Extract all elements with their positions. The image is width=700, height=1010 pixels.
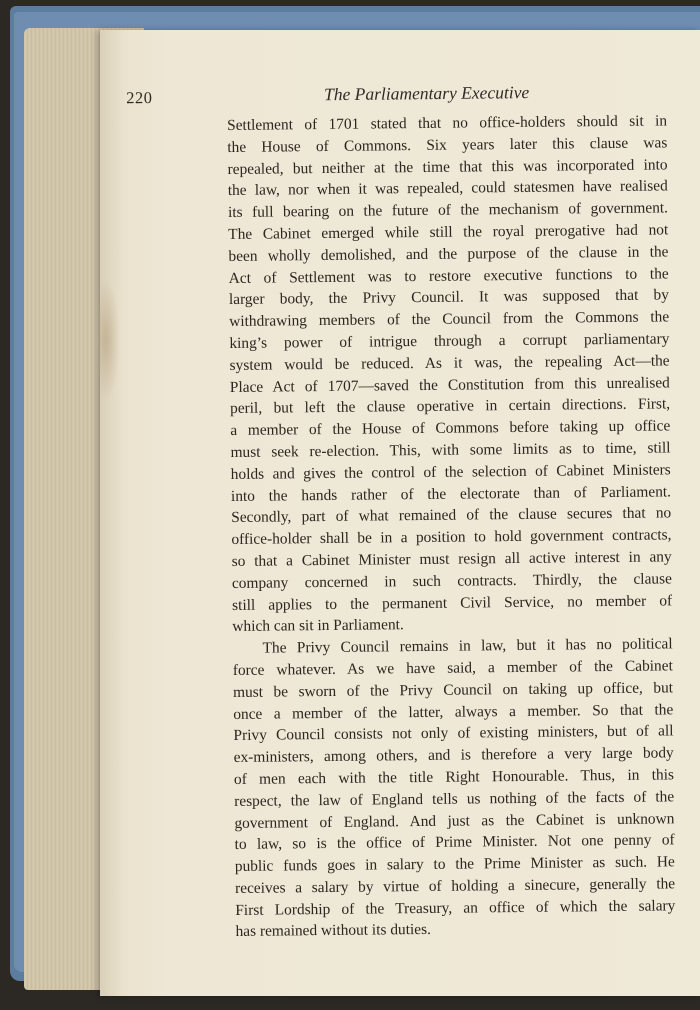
text-line: system would be reduced. As it was, the repealing Act—the <box>229 352 670 374</box>
text-line: must be sworn of the Privy Council on taking up office, but <box>232 679 674 701</box>
text-line: still applies to the permanent Civil Service, no member of <box>232 591 673 614</box>
text-line: so that a Cabinet Minister must resign all active interest in any <box>231 548 672 570</box>
text-line: First Lordship of the Treasury, an office of which the salary <box>235 897 676 919</box>
text-line: peril, but left the clause operative in certain directions. First, <box>229 395 671 418</box>
text-line: force whatever. As we have said, a member of the Cabinet <box>232 657 673 679</box>
text-line: withdrawing members of the Council from the Commons the <box>229 308 670 331</box>
text-line: been wholly demolished, and the purpose of the clause in the <box>228 243 669 265</box>
text-line: Secondly, part of what remained of the clause secures that no <box>231 504 672 527</box>
text-line: king’s power of intrigue through a corrupt parliamentary <box>229 330 670 352</box>
text-line: The Cabinet emerged while still the royal prerogative had not <box>228 221 669 243</box>
text-line: repealed, but neither at the time that this was incorporated into <box>227 155 668 178</box>
page-stain <box>100 280 120 400</box>
text-line: ex-ministers, among others, and is therefore a very large body <box>233 744 674 767</box>
text-line: office-holder shall be in a position to hold government contracts, <box>231 526 672 549</box>
text-line: once a member of the latter, always a member. So that the <box>233 700 674 723</box>
running-title: The Parliamentary Executive <box>324 82 530 105</box>
text-line: government of England. And just as the Cabinet is unknown <box>234 809 675 832</box>
text-line: into the hands rather of the electorate than of Parliament. <box>230 482 672 505</box>
text-line: the House of Commons. Six years later this clause was <box>227 134 668 156</box>
text-line: holds and gives the control of the selection of Cabinet Ministers <box>230 461 671 483</box>
text-line: company concerned in such contracts. Thirdly, the clause <box>231 570 672 592</box>
text-line: which can sit in Parliament. <box>232 616 404 636</box>
text-line: Privy Council consists not only of existing ministers, but of all <box>233 722 674 745</box>
page-number: 220 <box>126 88 153 108</box>
text-line: the law, nor when it was repealed, could statesmen have realised <box>227 177 668 200</box>
text-line: receives a salary by virtue of holding a sinecure, generally the <box>235 875 676 897</box>
text-line: its full bearing on the future of the mechanism of government. <box>227 199 669 222</box>
text-line: Place Act of 1707—saved the Constitution from this unrealised <box>229 373 670 396</box>
text-line: Settlement of 1701 stated that no office-holders should sit in <box>227 112 668 134</box>
text-line: has remained without its duties. <box>235 921 431 941</box>
text-line: a member of the House of Commons before taking up office <box>230 417 671 440</box>
text-line: of men each with the title Right Honourable. Thus, in this <box>233 766 675 788</box>
text-line: respect, the law of England tells us nothing of the facts of the <box>234 788 675 810</box>
text-line: Act of Settlement was to restore executive functions to the <box>228 264 669 287</box>
text-line: larger body, the Privy Council. It was supposed that by <box>228 286 670 309</box>
paragraph-start-line: The Privy Council remains in law, but it has no political <box>262 635 673 657</box>
text-line: must seek re-election. This, with some limits as to time, still <box>230 439 671 461</box>
text-line: public funds goes in salary to the Prime Minister as such. He <box>234 853 675 876</box>
body-text <box>227 110 676 943</box>
text-line: to law, so is the office of Prime Minister. Not one penny of <box>234 831 675 854</box>
